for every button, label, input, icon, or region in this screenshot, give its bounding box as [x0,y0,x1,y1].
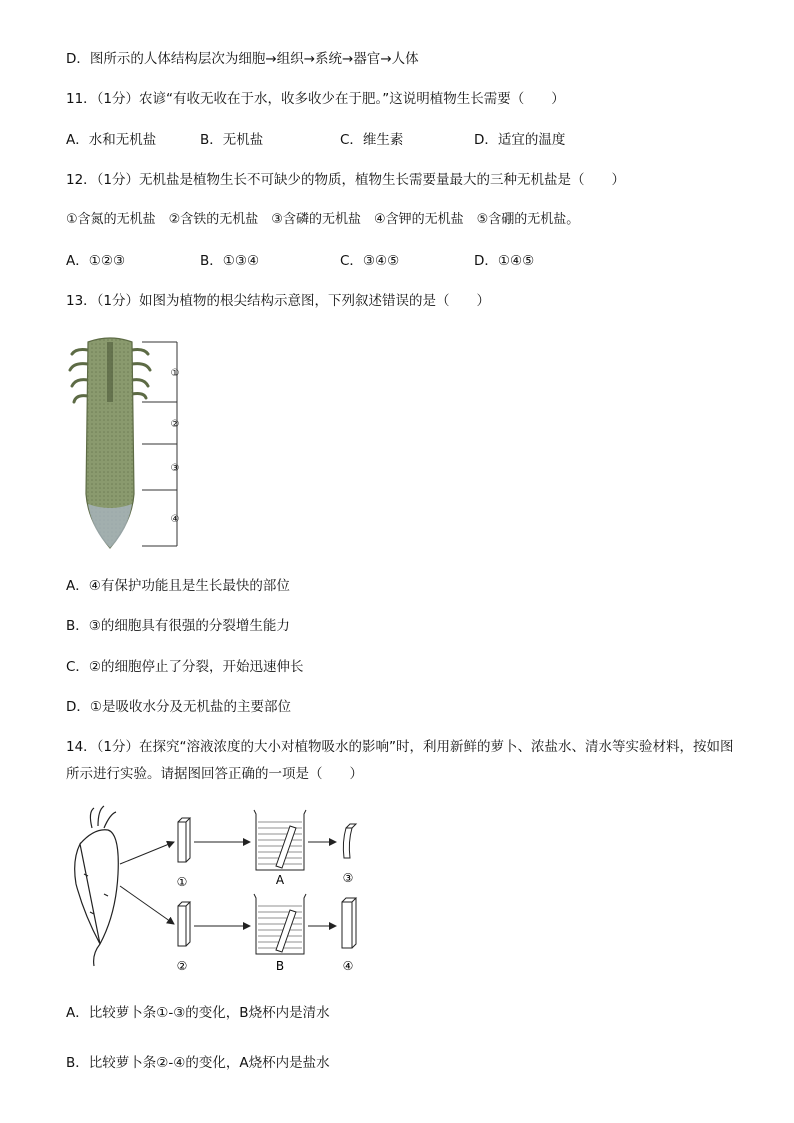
strip-label-4: ④ [342,959,354,973]
radish-strip-4 [342,902,352,948]
q12-option-c: C．③④⑤ [340,253,400,269]
q13-option-a: A．④有保护功能且是生长最快的部位 [66,578,290,594]
zone-label-3: ③ [170,463,180,474]
q11-option-d: D．适宜的温度 [474,132,566,148]
q13-option-c: C．②的细胞停止了分裂，开始迅速伸长 [66,659,304,675]
q10-option-d: D．图所示的人体结构层次为细胞→组织→系统→器官→人体 [66,51,419,67]
radish-strip-3 [343,828,352,858]
q13-option-b: B．③的细胞具有很强的分裂增生能力 [66,618,290,634]
radish-icon [75,806,119,966]
beaker-label-a: A [275,873,285,887]
q11-option-c: C．维生素 [340,132,404,148]
radish-strip-1 [178,822,186,862]
q12-option-a: A．①②③ [66,253,126,269]
strip-label-1: ① [176,875,188,889]
radish-strip-2 [178,906,186,946]
root-tip-figure [62,334,192,554]
q11-stem: 11．（1分）农谚“有收无收在于水，收多收少在于肥。”这说明植物生长需要（ ） [66,91,565,107]
zone-label-1: ① [170,368,180,379]
q13-stem: 13．（1分）如图为植物的根尖结构示意图，下列叙述错误的是（ ） [66,293,491,309]
beaker-b [254,894,306,954]
q12-stem: 12．（1分）无机盐是植物生长不可缺少的物质，植物生长需要量最大的三种无机盐是（ ） [66,172,626,188]
root-cap [88,504,132,548]
q13-option-d: D．①是吸收水分及无机盐的主要部位 [66,699,291,715]
q14-option-a: A．比较萝卜条①-③的变化，B烧杯内是清水 [66,1005,330,1021]
zone-label-2: ② [170,419,180,430]
q11-option-b: B．无机盐 [200,132,264,148]
q14-stem-line1: 14．（1分）在探究“溶液浓度的大小对植物吸水的影响”时，利用新鲜的萝卜、浓盐水、清水等实验材料，按如图 [66,739,734,755]
strip-label-3: ③ [342,871,354,885]
q12-list: ①含氮的无机盐 ②含铁的无机盐 ③含磷的无机盐 ④含钾的无机盐 ⑤含硼的无机盐。 [66,212,580,227]
q11-option-a: A．水和无机盐 [66,132,157,148]
q14-option-b: B．比较萝卜条②-④的变化，A烧杯内是盐水 [66,1055,330,1071]
beaker-a [254,810,306,870]
beaker-label-b: B [275,959,285,973]
q12-option-b: B．①③④ [200,253,260,269]
q14-stem-line2: 所示进行实验。请据图回答正确的一项是（ ） [66,766,363,782]
strip-label-2: ② [176,959,188,973]
radish-experiment-figure [64,804,374,979]
q12-option-d: D．①④⑤ [474,253,535,269]
zone-label-4: ④ [170,514,180,525]
